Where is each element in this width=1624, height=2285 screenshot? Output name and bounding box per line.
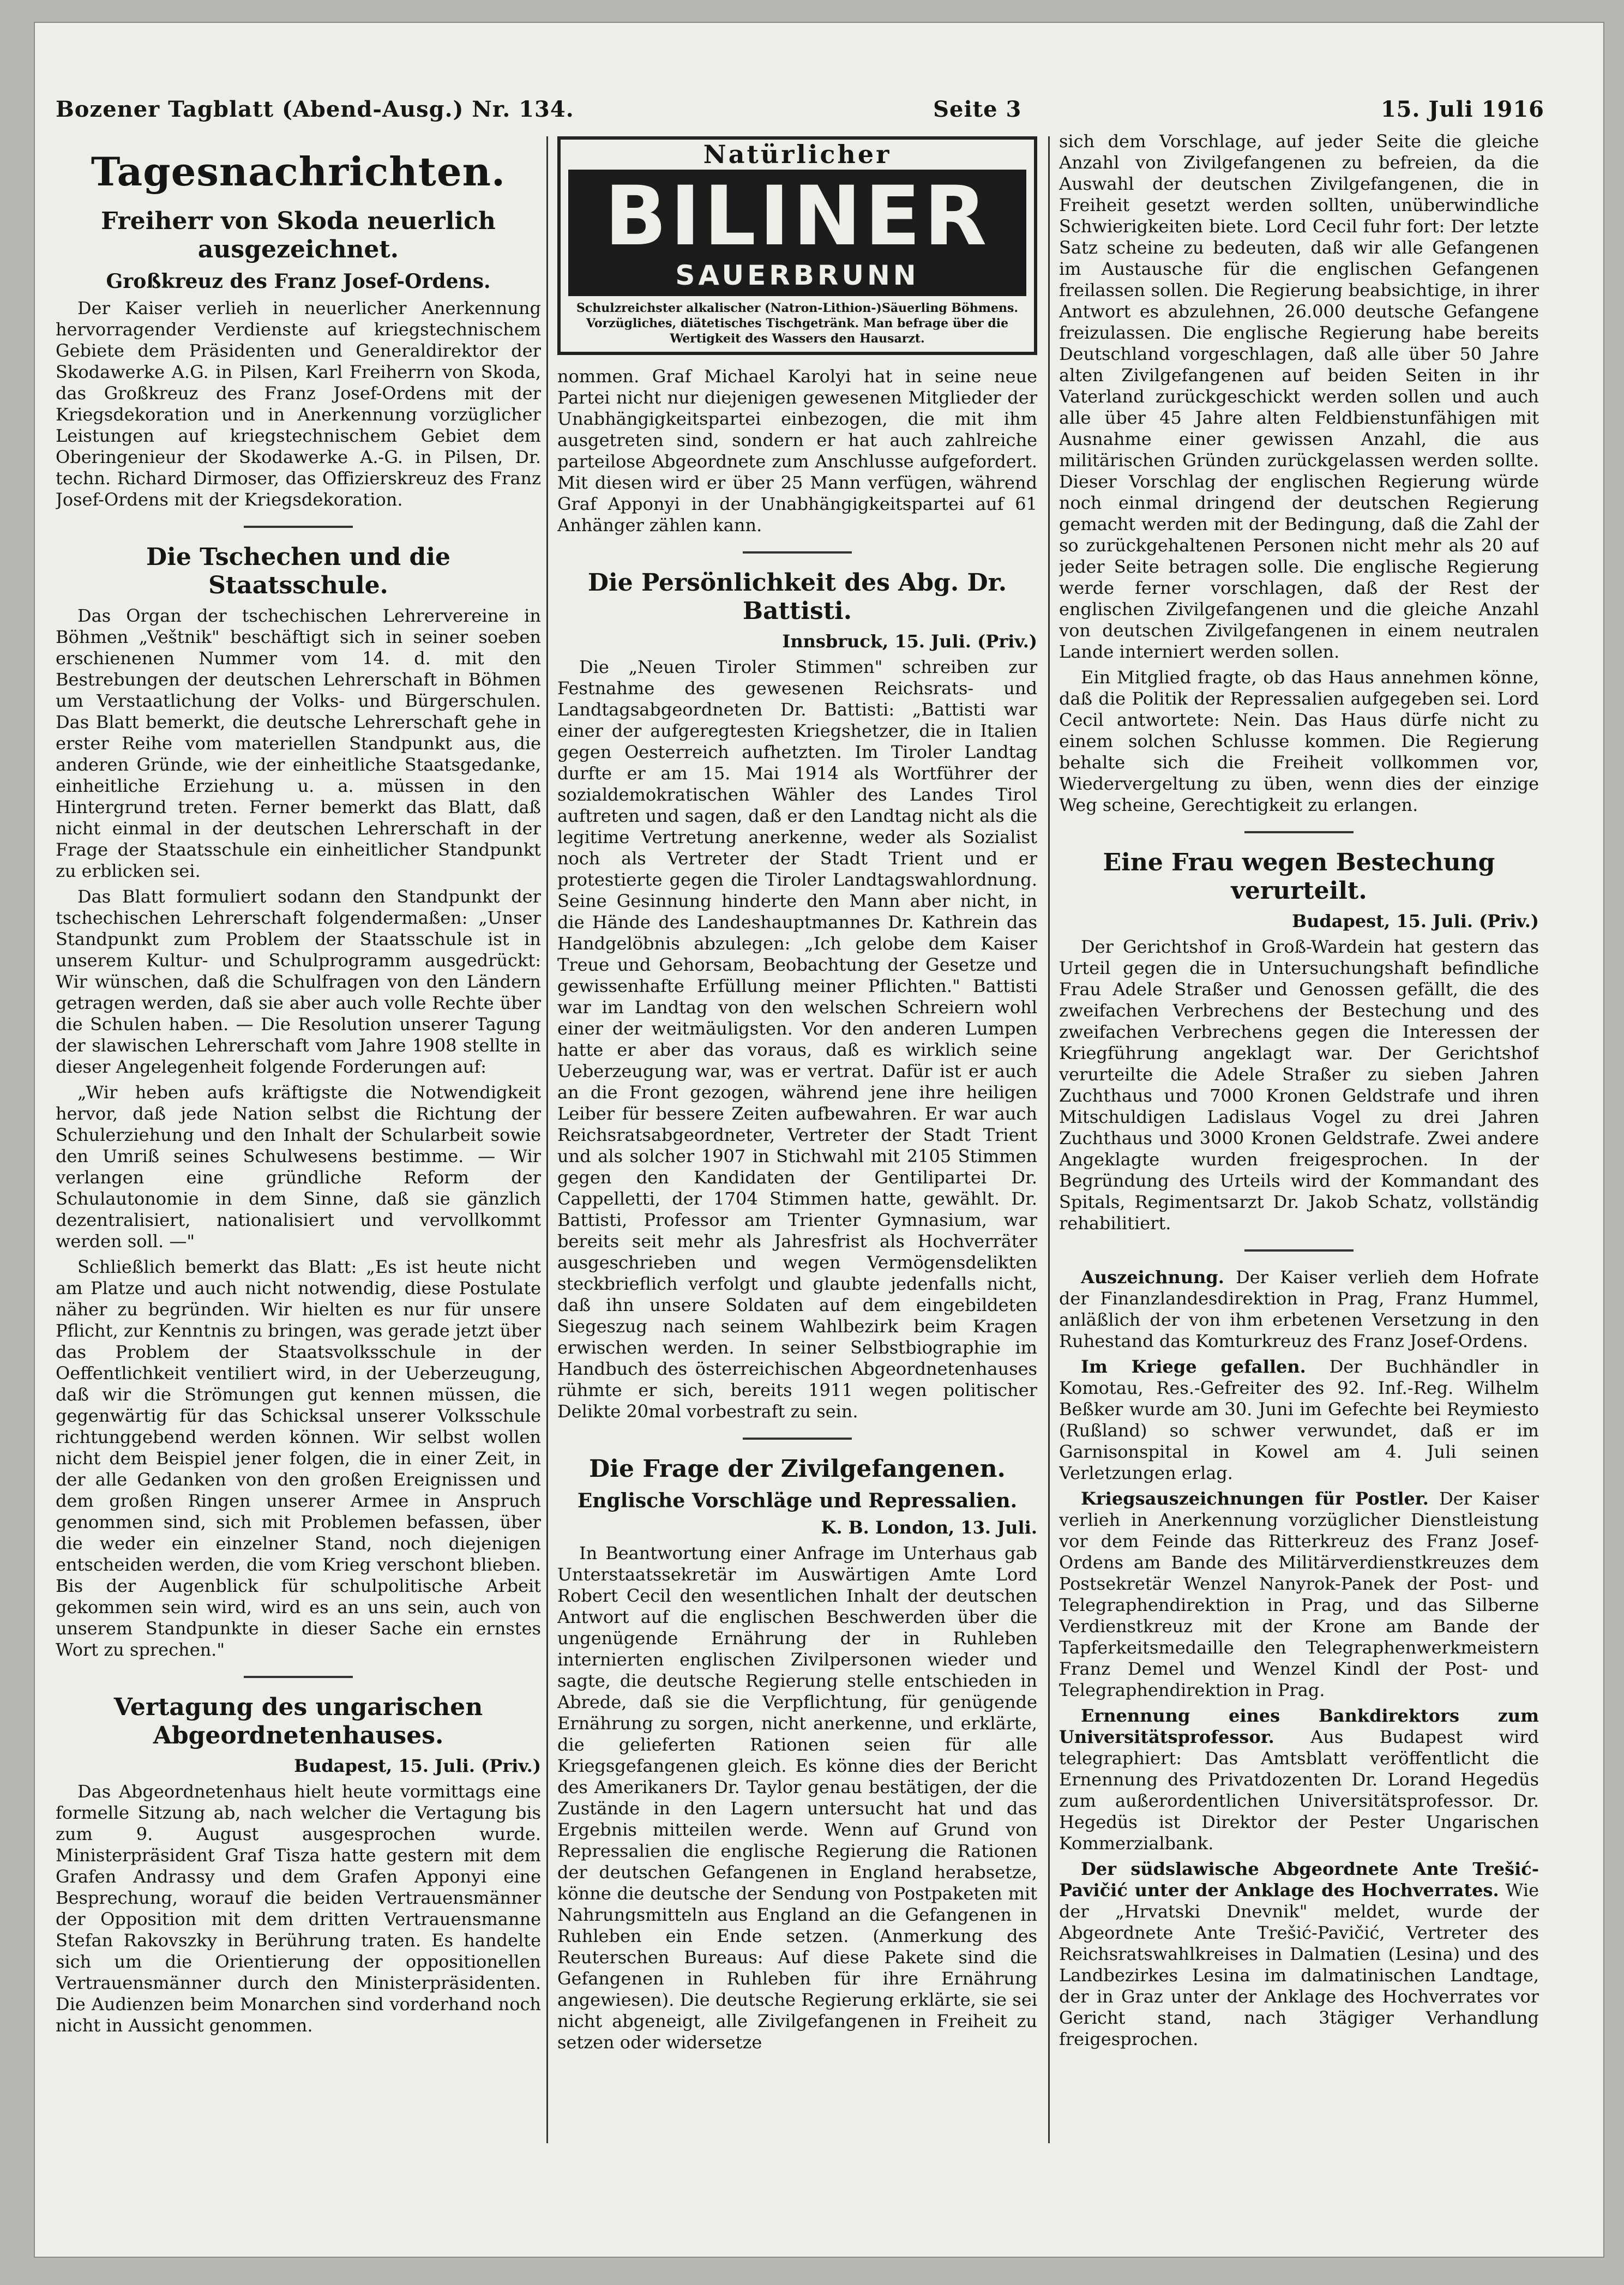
article-paragraph: Das Organ der tschechischen Lehrervereine in Böhmen „Veštnik" beschäftigt sich in seiner soeben erschienenen Nummer vom 14. d. mit den Bestrebungen der deutschen Lehrerschaft in Böhmen um Verstaatlichung der Volks- und Bürgerschulen. Das Blatt bemerkt, die deutsche Lehrerschaft gehe in erster Reihe vom materiellen Standpunkt aus, die anderen Gründe, wie der einheitliche Staatsgedanke, einheitliche Erziehung u. a. müssen in den Hintergrund treten. Ferner bemerkt das Blatt, daß nicht einmal in der deutschen Lehrerschaft in der Frage der Staatsschule ein einheitlicher Standpunkt zu erblicken sei. <box>56 605 541 881</box>
article-paragraph: Der Gerichtshof in Groß-Wardein hat gestern das Urteil gegen die in Untersuchungshaft befindliche Frau Adele Straßer und Genossen gefällt, die des zweifachen Verbrechens der Bestechung und des zweifachen Verbrechens gegen die Interessen der Kriegführung angeklagt war. Der Gerichtshof verurteilte die Adele Straßer zu sieben Jahren Zuchthaus und 7000 Kronen Geldstrafe und ihren Mitschuldigen Ladislaus Vogel zu drei Jahren Zuchthaus und 3000 Kronen Geldstrafe. Zwei andere Angeklagte wurden freigesprochen. In der Begründung des Urteils wird der Kommandant des Spitals, Regimentsarzt Dr. Jakob Schatz, vollständig rehabilitiert. <box>1059 936 1539 1234</box>
article-subtitle: Großkreuz des Franz Josef-Ordens. <box>106 270 491 293</box>
page-header <box>56 87 1544 131</box>
article-zivilgefangene <box>557 1455 1037 2053</box>
news-text: Der Buchhändler in Komotau, Res.-Gefreiter des 92. Inf.-Reg. Wilhelm Beßker wurde am 30. Juni im Gefechte bei Reymiesto (Rußland) so schwer verwundet, daß er im Garnisonspital in Kowel am 4. Juli seinen Verletzungen erlag. <box>1059 1356 1539 1483</box>
article-paragraph: Der Kaiser verlieh in neuerlicher Anerkennung hervorragender Verdienste auf kriegstechnischem Gebiete dem Präsidenten und Generaldirektor der Skodawerke A.G. in Pilsen, Karl Freiherrn von Skoda, das Großkreuz des Franz Josef-Ordens mit der Kriegsdekoration und in Anerkennung vorzüglicher Leistungen auf kriegstechnischem Gebiet dem Oberingenieur der Skodawerke A.-G. in Pilsen, Dr. techn. Richard Dirmoser, das Offizierskreuz des Franz Josef-Ordens mit der Kriegsdekoration. <box>56 298 541 510</box>
news-item <box>1059 1705 1539 1854</box>
issue-label: Bozener Tagblatt (Abend-Ausg.) Nr. 134. <box>56 96 574 122</box>
news-text: Wie der „Hrvatski Dnevnik" meldet, wurde der Abgeordnete Ante Trešić-Pavičić, Vertreter des Reichsratswahlkreises in Dalmatien (Lesina) und des Landbezirkes Lesina im dalmatinischen Landtage, der in Graz unter der Anklage des Hochverrates vor Gericht stand, nach 3tägiger Verhandlung freigesprochen. <box>1059 1880 1539 2049</box>
article-dateline: K. B. London, 13. Juli. <box>821 1517 1037 1538</box>
article-title: Eine Frau wegen Bestechung verurteilt. <box>1103 849 1495 905</box>
column-3 <box>1059 131 1539 2160</box>
news-lead: Ernennung eines Bankdirektors zum Universitätsprofessor. <box>1059 1705 1539 1747</box>
page-number: Seite 3 <box>933 96 1022 122</box>
article-separator <box>1244 1249 1354 1252</box>
newspaper-page <box>34 22 1604 2258</box>
issue-date: 15. Juli 1916 <box>1380 96 1544 122</box>
news-item <box>1059 1488 1539 1701</box>
column-rule <box>1048 136 1050 2143</box>
column-rule <box>546 136 548 2143</box>
article-title: Die Persönlichkeit des Abg. Dr. Battisti. <box>587 569 1007 625</box>
news-text: Aus Budapest wird telegraphiert: Das Amtsblatt veröffentlicht die Ernennung des Privatdozenten Dr. Lorand Hegedüs zum außerordentlichen Universitätsprofessor. Dr. Hegedüs ist Direktor der Pester Ungarischen Kommerzialbank. <box>1059 1727 1539 1854</box>
article-separator <box>1244 831 1354 833</box>
article-dateline: Budapest, 15. Juli. (Priv.) <box>1292 911 1539 931</box>
section-title: Tagesnachrichten. <box>91 148 506 195</box>
article-paragraph: „Wir heben aufs kräftigste die Notwendigkeit hervor, daß jede Nation selbst die Richtung der Schulerziehung und den Inhalt der Schularbeit sowie den Umriß seines Schulwesens bestimme. — Wir verlangen eine gründliche Reform der Schulautonomie in dem Sinne, daß sie gänzlich dezentralisiert, nationalisiert und vervollkommt werden soll. —" <box>56 1082 541 1252</box>
article-separator <box>244 1676 353 1678</box>
ad-note: Schulzreichster alkalischer (Natron-Lithion-)Säuerling Böhmens. Vorzügliches, diätetisches Tischgetränk. Man befrage über die Wertigkeit des Wassers den Hausarzt. <box>576 301 1019 346</box>
article-separator <box>244 526 353 528</box>
article-title: Freiherr von Skoda neuerlich ausgezeichnet. <box>101 207 496 263</box>
article-bestechung <box>1059 849 1539 1234</box>
news-lead: Der südslawische Abgeordnete Ante Trešić-Pavičić unter der Anklage des Hochverrates. <box>1059 1859 1539 1901</box>
ad-subtitle: SAUERBRUNN <box>675 260 919 291</box>
article-paragraph: Schließlich bemerkt das Blatt: „Es ist heute nicht am Platze und auch nicht notwendig, diese Postulate näher zu begründen. Wir hielten es nur für unsere Pflicht, zur Kenntnis zu bringen, was gerade jetzt über das Problem der Staatsvolksschule in der Oeffentlichkeit ventiliert wird, in der Ueberzeugung, daß wir die Strömungen gut kennen müssen, die gegenwärtig für das Schicksal unserer Volksschule richtunggebend werden können. Wir selbst wollen nicht dem Beispiel jener folgen, die in einer Zeit, in der alle Gedanken von den großen Ereignissen und dem großen Ringen unserer Armee in Anspruch genommen sind, sich mit Problemen befassen, über die weder ein einzelner Stand, noch diejenigen entscheiden werden, die vom Krieg verschont blieben. Bis der Augenblick für schulpolitische Arbeit gekommen sein wird, wird es an uns sein, auch von unserem Standpunkte in dieser Sache ein ernstes Wort zu sprechen." <box>56 1256 541 1660</box>
news-item <box>1059 1859 1539 2050</box>
article-title: Die Frage der Zivilgefangenen. <box>589 1455 1006 1483</box>
article-title: Vertagung des ungarischen Abgeordnetenhauses. <box>113 1693 483 1749</box>
biliner-advertisement <box>557 136 1037 355</box>
news-lead: Im Kriege gefallen. <box>1081 1356 1306 1377</box>
article-subtitle: Englische Vorschläge und Repressalien. <box>577 1489 1018 1512</box>
news-lead: Auszeichnung. <box>1081 1267 1224 1288</box>
article-paragraph: Das Abgeordnetenhaus hielt heute vormittags eine formelle Sitzung ab, nach welcher die Vertagung bis zum 9. August ausgesprochen wurde. Ministerpräsident Graf Tisza hatte gestern mit dem Grafen Andrassy und dem Grafen Apponyi eine Besprechung, worauf die beiden Vertrauensmänner der Opposition mit dem dritten Vertrauensmanne Stefan Rakovszky in Berührung traten. Es handelte sich um die Orientierung der oppositionellen Vertrauensmänner durch den Ministerpräsidenten. Die Audienzen beim Monarchen sind vorderhand noch nicht in Aussicht genommen. <box>56 1781 541 2036</box>
ad-brand-box <box>568 170 1026 296</box>
column-1 <box>56 131 541 2160</box>
article-vertagung <box>56 1693 541 2036</box>
article-dateline: Budapest, 15. Juli. (Priv.) <box>294 1755 541 1776</box>
article-separator <box>743 551 852 554</box>
article-title: Die Tschechen und die Staatsschule. <box>146 543 451 599</box>
article-separator <box>743 1438 852 1440</box>
column-2 <box>557 131 1037 2160</box>
news-lead: Kriegsauszeichnungen für Postler. <box>1081 1488 1429 1509</box>
article-paragraph: Ein Mitglied fragte, ob das Haus annehmen könne, daß die Politik der Repressalien aufgegeben sei. Lord Cecil antwortete: Nein. Das Haus dürfe nicht zu einem solchen Schlusse kommen. Die Regierung behalte sich die Freiheit vollkommen vor, Wiedervergeltung zu üben, wenn dies der einzige Weg scheine, Gerechtigkeit zu erlangen. <box>1059 667 1539 815</box>
article-paragraph: Das Blatt formuliert sodann den Standpunkt der tschechischen Lehrerschaft folgendermaßen: „Unser Standpunkt zum Problem der Staatsschule ist in unserem Kultur- und Schulprogramm ausgedrückt: Wir wünschen, daß die Schulfragen von den Ländern getragen werden, daß sie aber auch volle Rechte über die Schulen haben. — Die Resolution unserer Tagung der slawischen Lehrerschaft vom Jahre 1908 stellte in dieser Angelegenheit folgende Forderungen auf: <box>56 886 541 1077</box>
ad-brand-name: BILINER <box>604 169 990 264</box>
article-dateline: Innsbruck, 15. Juli. (Priv.) <box>782 631 1037 652</box>
article-paragraph: Die „Neuen Tiroler Stimmen" schreiben zur Festnahme des gewesenen Reichsrats- und Landtagsabgeordneten Dr. Battisti: „Battisti war einer der aufgeregtesten Kriegshetzer, die in Italien gegen Oesterreich aufhetzten. Im Tiroler Landtag durfte er am 15. Mai 1914 als Wortführer der sozialdemokratischen Wähler des Landes Tirol auftreten und sagen, daß er den Landtag nicht als die legitime Vertretung anerkenne, weder als Sozialist noch als Vertreter der Stadt Trient und er protestierte gegen die Tiroler Landtagswahlordnung. Seine Gesinnung hinderte den Mann aber nicht, in die Hände des Landeshauptmannes Dr. Kathrein das Handgelöbnis abzulegen: „Ich gelobe dem Kaiser Treue und Gehorsam, Beobachtung der Gesetze und gewissenhafte Erfüllung meiner Pflichten." Battisti war im Landtag von den welschen Schreiern wohl einer der weitmäuligsten. Vor den anderen Lumpen hatte er aber das voraus, daß es wirklich seine Ueberzeugung war, was er vertrat. Dafür ist er auch an die Front gezogen, während jene ihre heiligen Leiber für bessere Zeiten aufbewahren. Er war auch Reichsratsabgeordneter, Vertreter der Stadt Trient und als solcher 1907 in Stichwahl mit 2105 Stimmen gegen den Kandidaten der Gentilipartei Dr. Cappelletti, der 1704 Stimmen hatte, gewählt. Dr. Battisti, Professor am Trienter Gymnasium, war bereits seit mehr als Jahresfrist als Hochverräter ausgeschrieben und wegen Vermögensdelikten steckbrieflich verfolgt und glaubte jedenfalls nicht, daß ihn unsere Soldaten auf dem eingebildeten Siegeszug nach seinem Wahlbezirk beim Kragen erwischen werden. In seiner Selbstbiographie im Handbuch des österreichischen Abgeordnetenhauses rühmte er sich, bereits 1911 wegen politischer Delikte 20mal vorbestraft zu sein. <box>557 657 1037 1422</box>
article-tschechen <box>56 543 541 1661</box>
article-paragraph: sich dem Vorschlage, auf jeder Seite die gleiche Anzahl von Zivilgefangenen zu befreien, da die Auswahl der deutschen Zivilgefangenen, die in Freiheit gesetzt werden sollten, unüberwindliche Schwierigkeiten biete. Lord Cecil fuhr fort: Der letzte Satz scheine zu bedeuten, daß wir alle Gefangenen im Austausche für die englischen Gefangenen freilassen sollen. Die Regierung beabsichtige, in ihrer Antwort es abzulehnen, 26.000 deutsche Gefangene freizulassen. Die englische Regierung habe bereits Deutschland vorgeschlagen, daß alle über 50 Jahre alten Zivilgefangenen auf beiden Seiten in ihr Vaterland zurückgeschickt werden sollen und auch alle über 45 Jahre alten Feldbienstunfähigen mit Ausnahme einer gewissen Anzahl, die aus militärischen Gründen zurückgelassen werden sollte. Dieser Vorschlag der englischen Regierung würde noch einmal dringend der deutschen Regierung gemacht werden mit der Bedingung, daß die Zahl der so zurückgehaltenen Personen nicht mehr als 20 auf jeder Seite betragen solle. Die englische Regierung werde ferner vorschlagen, daß der Rest der englischen Zivilgefangenen und die gleiche Anzahl von deutschen Zivilgefangenen in einem neutralen Lande interniert werden sollen. <box>1059 131 1539 662</box>
article-paragraph: In Beantwortung einer Anfrage im Unterhaus gab Unterstaatssekretär im Auswärtigen Amte Lord Robert Cecil den wesentlichen Inhalt der deutschen Antwort auf die englischen Beschwerden über die ungenügende Ernährung der in Ruhleben internierten englischen Zivilpersonen wieder und sagte, die deutsche Regierung stelle entschieden in Abrede, daß sie die Verpflichtung, für genügende Ernährung zu sorgen, nicht anerkenne, und erklärte, die gelieferten Rationen seien für alle Kriegsgefangenen gleich. Es könne dies der Bericht des Amerikaners Dr. Taylor genau bestätigen, der die Zustände in den Lagern untersucht hat und das Ergebnis mitteilen werde. Wenn auf Grund von Repressalien die englische Regierung die Rationen der deutschen Gefangenen in England herabsetze, könne die deutsche der Sendung von Postpaketen mit Nahrungsmitteln aus England an die Gefangenen in Ruhleben ein Ende setzen. (Anmerkung des Reuterschen Bureaus: Auf diese Pakete sind die Gefangenen in Ruhleben für ihre Ernährung angewiesen). Die deutsche Regierung erklärte, sie sei nicht abgeneigt, alle Zivilgefangenen in Freiheit zu setzen oder widersetze <box>557 1543 1037 2053</box>
news-text: Der Kaiser verlieh in Anerkennung vorzüglicher Dienstleistung vor dem Feinde das Ritterkreuz des Franz Josef-Ordens am Bande des Militärverdienstkreuzes dem Postsekretär Wenzel Nanyrok-Panek der Post- und Telegraphendirektion in Prag, und das Silberne Verdienstkreuz mit der Krone am Bande der Tapferkeitsmedaille den Telegraphenwerkmeistern Franz Demel und Wenzel Kindl der Post- und Telegraphendirektion in Prag. <box>1059 1488 1539 1700</box>
news-item <box>1059 1356 1539 1484</box>
article-skoda <box>56 207 541 510</box>
article-battisti <box>557 569 1037 1422</box>
news-text: Der Kaiser verlieh dem Hofrate der Finanzlandesdirektion in Prag, Franz Hummel, anläßlich der von ihm erbetenen Versetzung in den Ruhestand das Komturkreuz des Franz Josef-Ordens. <box>1059 1267 1539 1351</box>
article-paragraph: nommen. Graf Michael Karolyi hat in seine neue Partei nicht nur diejenigen gewesenen Mitglieder der Unabhängigkeitspartei einbezogen, die mit ihm ausgetreten sind, sondern er hat auch zahlreiche parteilose Abgeordnete zum Anschlusse aufgefordert. Mit diesen wird er über 25 Mann verfügen, während Graf Apponyi in der Unabhängigkeitspartei auf 61 Anhänger zählen kann. <box>557 366 1037 536</box>
ad-top-line: Natürlicher <box>703 140 892 169</box>
news-item <box>1059 1267 1539 1352</box>
